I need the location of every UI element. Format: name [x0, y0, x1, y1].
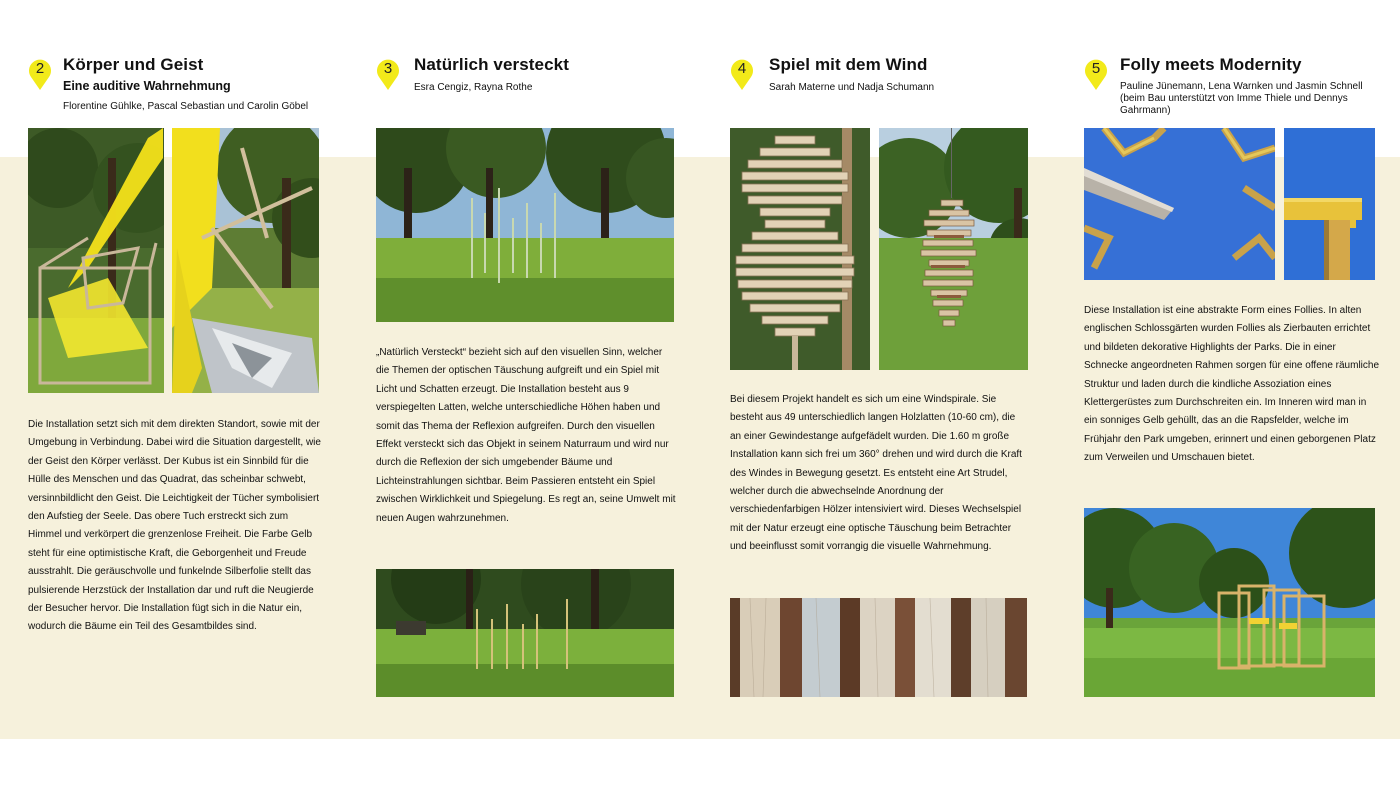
- section-body: Die Installation setzt sich mit dem direkten Standort, sowie mit der Umgebung in Verbindung. Dabei wird die Situation dargestellt, wie der Geist den Körper verlässt. Der Kubus ist ein Sinnbild für die Hülle des Menschen und das Quadrat, das scheinbar schwebt, versinnbildlicht den Geist. Die Leichtigkeit der Tücher symbolisiert den Aufstieg der Seele. Das obere Tuch erstreckt sich zum Himmel und verkörpert die grenzenlose Freiheit. Die Farbe Gelb steht für eine optimistische Kraft, die Geborgenheit und Freude ausstrahlt. Die geräuschvolle und funkelnde Silberfolie stellt das pulsierende Herzstück der Installation dar und ruft die Neugierde der Besucher hervor. Die Installation fügt sich in die Natur ein, wodurch die Bäume ein Teil des Gesamtbildes sind.: [28, 419, 321, 633]
- location-pin-icon: [1084, 58, 1108, 91]
- section-body: Bei diesem Projekt handelt es sich um eine Windspirale. Sie besteht aus 49 unterschiedlich langen Holzlatten (10-60 cm), die an einer Gewindestange aufgefädelt wurden. Die 1.60 m große Installation kann sich frei um 360° drehen und wird durch die Kraft des Windes in Bewegung gesetzt. Es entsteht eine Art Strudel, welcher durch die abwechselnde Anordnung der verschiedenfarbigen Hölzer intensiviert wird. Dieses Wechselspiel mit der Natur erzeugt eine optische Täuschung beim Betrachter und beeinflusst somit vorrangig die visuelle Wahrnehmung.: [730, 394, 1022, 553]
- section-title: Körper und Geist: [63, 55, 204, 74]
- photo-folly-beam-detail: [1284, 128, 1375, 280]
- section-number: 5: [1091, 60, 1101, 77]
- section-number: 2: [35, 60, 45, 77]
- section-subtitle: Eine auditive Wahrnehmung: [63, 79, 231, 93]
- photo-folly-park: [1084, 508, 1375, 697]
- photo-cube-installation: [28, 128, 164, 393]
- photo-wind-spiral-park: [879, 128, 1028, 370]
- photo-folly-sky-view: [1084, 128, 1275, 280]
- location-pin-icon: [730, 58, 754, 91]
- section-body: Diese Installation ist eine abstrakte Form eines Follies. In alten englischen Schlossgärten wurden Follies als Zierbauten errichtet und bildeten dekorative Highlights der Parks. Die in einer Schnecke angeordneten Rahmen sorgen für eine offene räumliche Struktur und laden durch die kindliche Assoziation eines Klettergerüstes zum Durchschreiten ein. Im Inneren wird man in ein sonniges Gelb gehüllt, das an die Rapsfelder, welche im Frühjahr den Park umgeben, erinnert und einen geborgenen Platz zum Verweilen und Umschauen bietet.: [1084, 305, 1380, 464]
- photo-wind-spiral-closeup: [730, 128, 870, 370]
- section-number: 3: [383, 60, 393, 77]
- section-body: „Natürlich Versteckt“ bezieht sich auf den visuellen Sinn, welcher die Themen der optischen Täuschung aufgreift und ein Spiel mit Licht und Schatten erzeugt. Die Installation besteht aus 9 verspiegelten Latten, welche unterschiedliche Höhen haben und somit das Thema der Reflexion aufgreifen. Durch den visuellen Effekt versteckt sich das Objekt in seinem Naturraum und wird nur durch die Reflexion der sich umgebender Bäume und Lichteinstrahlungen sichtbar. Beim Passieren entsteht ein Spiel zwischen Wirklichkeit und Spiegelung. Es regt an, seine Umwelt mit neuen Augen wahrzunehmen.: [376, 347, 676, 524]
- photo-mirror-slats-detail: [376, 569, 674, 697]
- location-pin-icon: [28, 58, 52, 91]
- section-number: 4: [737, 60, 747, 77]
- section-authors: Pauline Jünemann, Lena Warnken und Jasmin Schnell (beim Bau unterstützt von Imme Thiele und Dennys Gahrmann): [1120, 81, 1363, 116]
- section-title: Natürlich versteckt: [414, 55, 569, 74]
- location-pin-icon: [376, 58, 400, 91]
- section-authors: Sarah Materne und Nadja Schumann: [769, 82, 935, 93]
- section-title: Folly meets Modernity: [1120, 55, 1302, 74]
- photo-mirror-slats-park: [376, 128, 674, 322]
- photo-wood-slats-texture: [730, 598, 1027, 697]
- section-title: Spiel mit dem Wind: [769, 55, 928, 74]
- section-authors: Florentine Gühlke, Pascal Sebastian und Carolin Göbel: [63, 101, 309, 112]
- photo-silver-foil: [172, 128, 319, 393]
- section-authors: Esra Cengiz, Rayna Rothe: [414, 82, 533, 93]
